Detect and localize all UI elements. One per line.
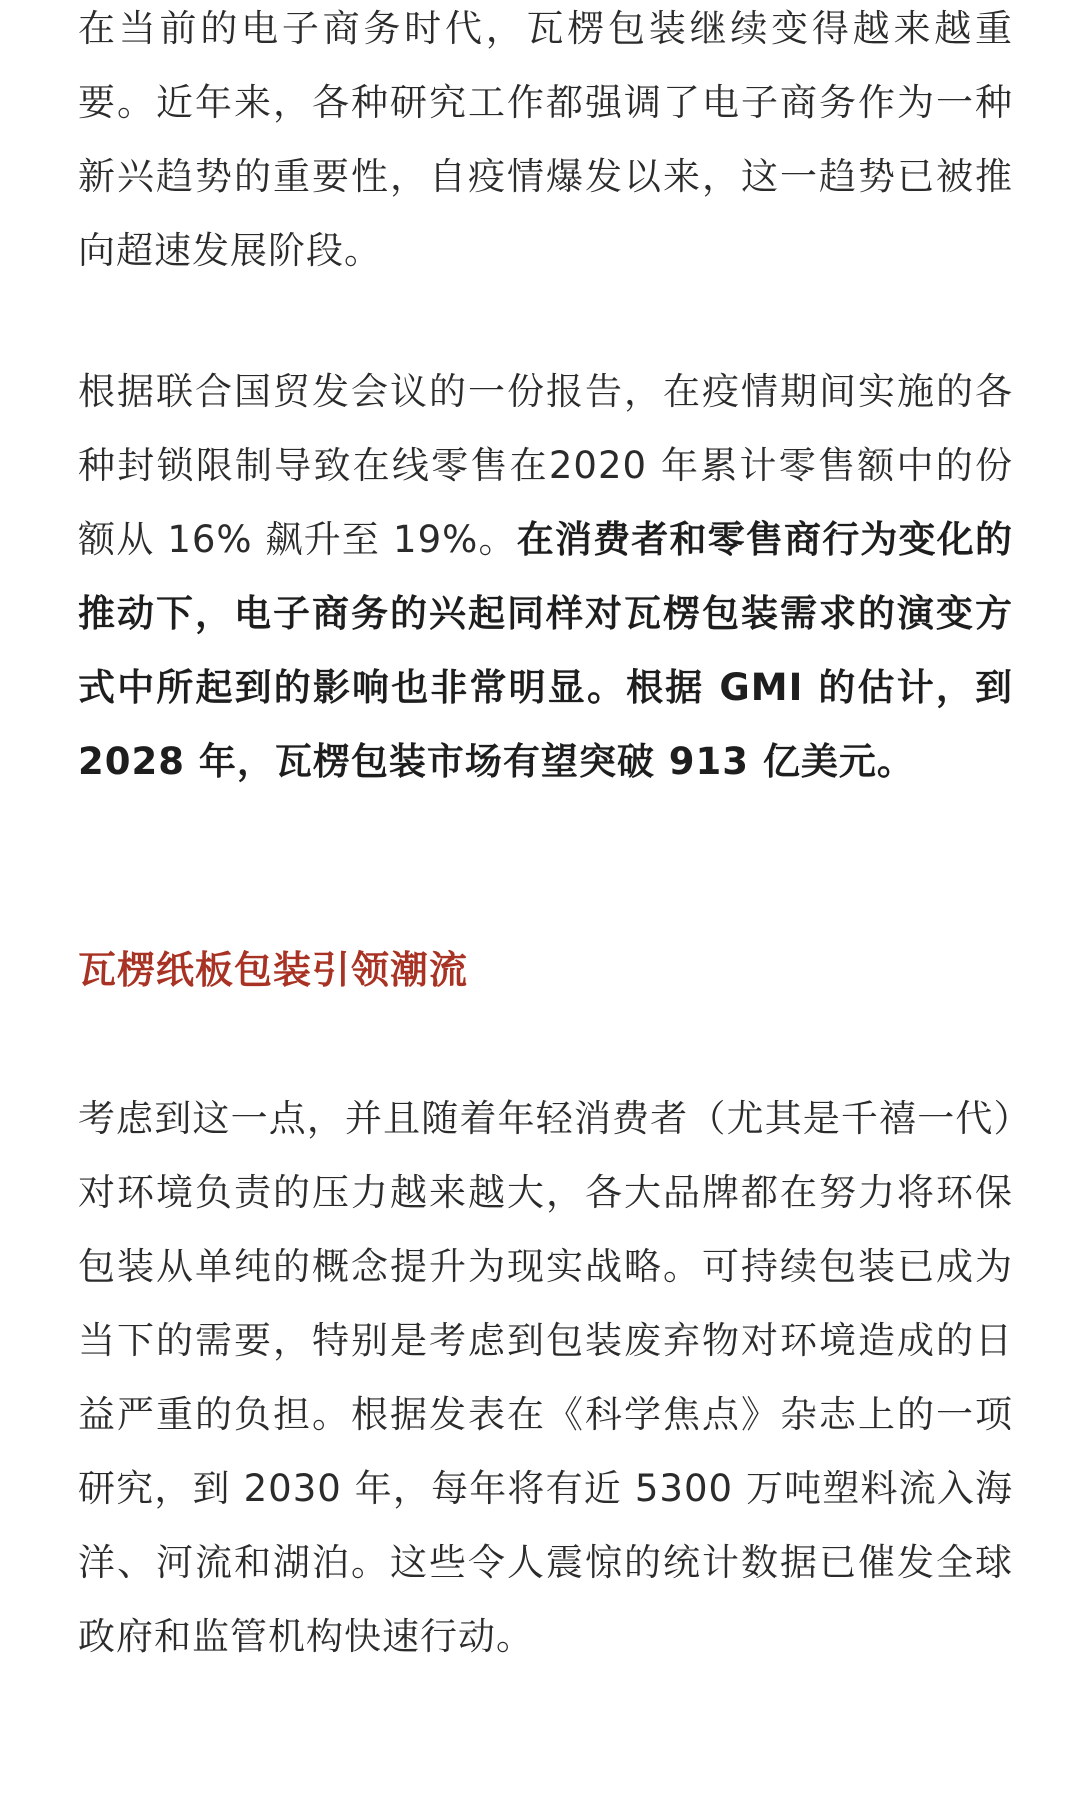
section-heading: 瓦楞纸板包装引领潮流: [78, 948, 469, 992]
paragraph-ecommerce-trend: 在当前的电子商务时代，瓦楞包装继续变得越来越重要。近年来，各种研究工作都强调了电子商务作为一种新兴趋势的重要性，自疫情爆发以来，这一趋势已被推向超速发展阶段。: [78, 7, 1013, 272]
paragraph-sustainable-packaging: 考虑到这一点，并且随着年轻消费者（尤其是千禧一代）对环境负责的压力越来越大，各大品牌都在努力将环保包装从单纯的概念提升为现实战略。可持续包装已成为当下的需要，特别是考虑到包装废弃物对环境造成的日益严重的负担。根据发表在《科学焦点》杂志上的一项研究，到 2030 年，每年将有近 5300 万吨塑料流入海洋、河流和湖泊。这些令人震惊的统计数据已催发全球政府和监管机构快速行动。: [78, 1097, 1013, 1658]
paragraph-unctad-report: [78, 355, 1013, 799]
paragraph-unctad-report-highlight: 在消费者和零售商行为变化的推动下，电子商务的兴起同样对瓦楞包装需求的演变方式中所起到的影响也非常明显。根据 GMI 的估计，到 2028 年，瓦楞包装市场有望突破 913 亿美元。: [78, 518, 1013, 783]
paragraph-unctad-report-text: 根据联合国贸发会议的一份报告，在疫情期间实施的各种封锁限制导致在线零售在2020 年累计零售额中的份额从 16% 飙升至 19%。: [78, 370, 1013, 561]
